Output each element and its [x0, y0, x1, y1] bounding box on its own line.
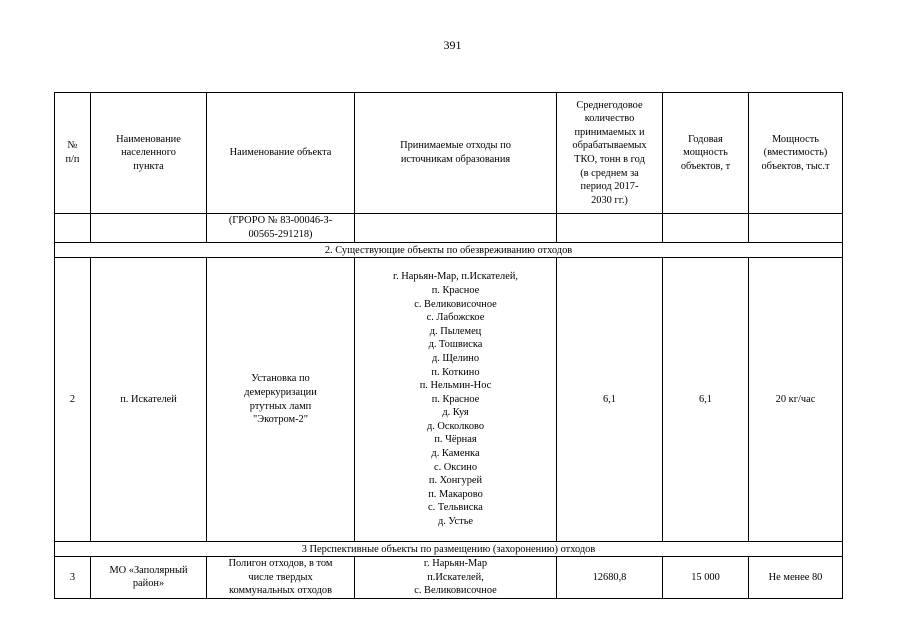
annual-capacity-cell: 6,1	[663, 258, 749, 542]
sources-cell: г. Нарьян-Мар, п.Искателей, п. Красное с. Великовисочное с. Лабожское д. Пылемец д. Тошвиска д. Щелино п. Коткино п. Нельмин-Нос п. Красное д. Куя д. Осколково п. Чёрная д. Каменка с. Оксино п. Хонгурей п. Макарово с. Тельвиска д. Устье	[355, 258, 557, 542]
section-row	[55, 243, 843, 258]
capacity-cell: 20 кг/час	[749, 258, 843, 542]
waste-objects-table	[54, 92, 843, 599]
header-capacity: Мощность (вместимость) объектов, тыс.т	[749, 93, 843, 214]
row-number: 3	[55, 557, 91, 599]
settlement-cell: п. Искателей	[91, 258, 207, 542]
settlement-cell: МО «Заполярный район»	[91, 557, 207, 599]
annual-capacity-cell: 15 000	[663, 557, 749, 599]
header-annual-capacity: Годовая мощность объектов, т	[663, 93, 749, 214]
table-header-row	[55, 93, 843, 214]
section-title: 2. Существующие объекты по обезвреживанию отходов	[55, 243, 843, 258]
object-cell: Установка по демеркуризации ртутных ламп "Экотром-2"	[207, 258, 355, 542]
header-num: № п/п	[55, 93, 91, 214]
row-number: 2	[55, 258, 91, 542]
object-cell: Полигон отходов, в том числе твердых коммунальных отходов	[207, 557, 355, 599]
object-cell: (ГРОРО № 83-00046-З- 00565-291218)	[207, 214, 355, 243]
sources-cell: г. Нарьян-Мар п.Искателей, с. Великовисочное	[355, 557, 557, 599]
section-title: 3 Перспективные объекты по размещению (захоронению) отходов	[55, 542, 843, 557]
header-sources: Принимаемые отходы по источникам образования	[355, 93, 557, 214]
section-row	[55, 542, 843, 557]
page-number: 391	[443, 38, 462, 52]
header-object: Наименование объекта	[207, 93, 355, 214]
table-row	[55, 557, 843, 599]
table-row	[55, 258, 843, 542]
header-settlement: Наименование населенного пункта	[91, 93, 207, 214]
capacity-cell: Не менее 80	[749, 557, 843, 599]
avg-amount-cell: 12680,8	[557, 557, 663, 599]
avg-amount-cell: 6,1	[557, 258, 663, 542]
table-row	[55, 214, 843, 243]
header-avg-amount: Среднегодовое количество принимаемых и обрабатываемых ТКО, тонн в год (в среднем за период 2017- 2030 гг.)	[557, 93, 663, 214]
